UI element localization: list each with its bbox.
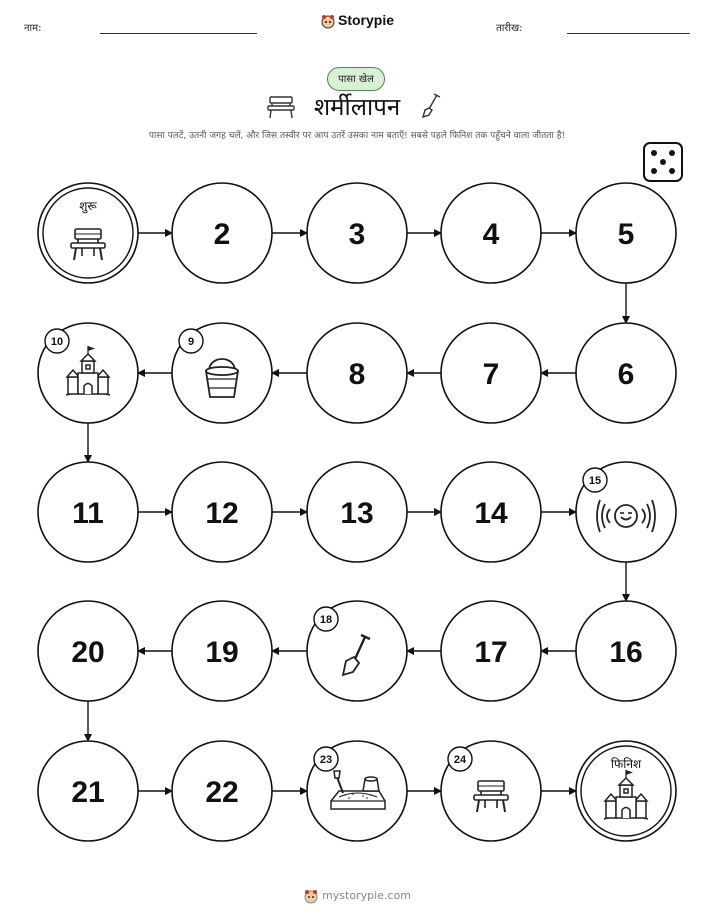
board-space[interactable] (441, 462, 541, 562)
space-number: 5 (617, 218, 635, 251)
board-space[interactable] (576, 183, 676, 283)
space-number: 17 (474, 636, 508, 669)
board-space[interactable] (441, 601, 541, 701)
board-space[interactable] (576, 601, 676, 701)
board-space[interactable] (38, 323, 138, 423)
space-number: 14 (474, 497, 508, 530)
space-number: 3 (348, 218, 366, 251)
board-space[interactable] (307, 183, 407, 283)
space-number: 23 (319, 754, 333, 766)
board-space[interactable] (307, 323, 407, 423)
space-number: 24 (453, 754, 467, 766)
board-space[interactable] (38, 601, 138, 701)
board-space[interactable] (441, 741, 541, 841)
space-number: 19 (205, 636, 239, 669)
board-space[interactable] (172, 601, 272, 701)
finish-caption: फिनिश (610, 757, 642, 771)
space-number-badge (314, 747, 338, 771)
board-space[interactable] (38, 741, 138, 841)
space-number: 18 (319, 614, 333, 626)
finish-space[interactable] (576, 741, 676, 841)
board-space[interactable] (307, 601, 407, 701)
footer (0, 888, 714, 904)
space-number: 10 (50, 336, 64, 348)
space-number: 16 (609, 636, 643, 669)
space-number-badge (583, 468, 607, 492)
space-number: 12 (205, 497, 239, 530)
footer-url[interactable]: mystorypie.com (322, 889, 411, 902)
board-space[interactable] (307, 462, 407, 562)
board-space[interactable] (576, 462, 676, 562)
name-label: नाम: (24, 23, 42, 34)
space-number: 15 (588, 475, 602, 487)
space-number-badge (45, 329, 69, 353)
board-space[interactable] (172, 183, 272, 283)
start-space[interactable] (38, 183, 138, 283)
board-space[interactable] (441, 323, 541, 423)
space-number: 6 (617, 358, 635, 391)
board-space[interactable] (172, 323, 272, 423)
space-number: 11 (72, 497, 104, 530)
start-caption: शुरू (79, 199, 97, 213)
space-number: 7 (482, 358, 500, 391)
space-number-badge (314, 607, 338, 631)
space-number-badge (448, 747, 472, 771)
game-type-badge: पासा खेल (327, 67, 385, 91)
space-number: 9 (187, 336, 195, 348)
board-space[interactable] (172, 741, 272, 841)
date-label: तारीख: (496, 23, 523, 34)
space-number: 22 (205, 776, 239, 809)
storypie-logo-icon (303, 888, 319, 904)
space-number: 13 (340, 497, 374, 530)
board-space[interactable] (441, 183, 541, 283)
board-space[interactable] (576, 323, 676, 423)
board-space[interactable] (38, 462, 138, 562)
space-number-badge (179, 329, 203, 353)
space-number: 4 (482, 218, 500, 251)
space-number: 2 (213, 218, 231, 251)
space-number: 8 (348, 358, 366, 391)
page-title: शर्मीलापन (313, 93, 401, 121)
instructions: पासा पलटें, उतनी जगह चलें, और जिस तस्वीर पर आप उतरें उसका नाम बताएँ! सबसे पहले फिनिश तक पहुँचने वाला जीतता है! (148, 131, 566, 141)
space-number: 20 (71, 636, 105, 669)
board-space[interactable] (172, 462, 272, 562)
board-space[interactable] (307, 741, 407, 841)
space-number: 21 (71, 776, 105, 809)
brand-name: Storypie (337, 12, 394, 28)
